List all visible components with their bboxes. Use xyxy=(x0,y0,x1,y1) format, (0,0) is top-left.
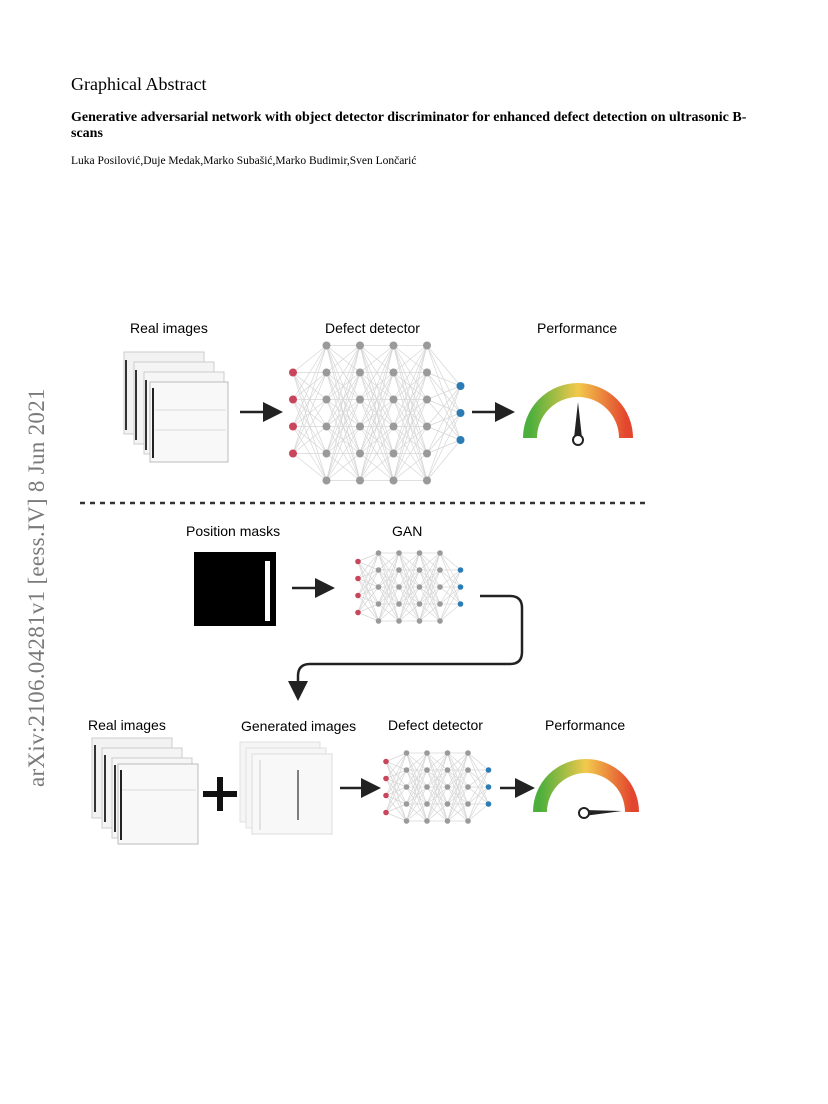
network-node xyxy=(390,477,398,485)
arxiv-stamp: arXiv:2106.04281v1 [eess.IV] 8 Jun 2021 xyxy=(24,388,49,787)
bottom-detector-network xyxy=(383,750,491,824)
network-node xyxy=(457,382,465,390)
network-node xyxy=(323,477,331,485)
network-node xyxy=(417,567,423,573)
network-node xyxy=(356,342,364,350)
network-node xyxy=(390,396,398,404)
plus-sign xyxy=(203,777,237,811)
network-node xyxy=(383,810,389,816)
position-masks-label: Position masks xyxy=(186,523,281,539)
network-node xyxy=(465,818,471,824)
paper-title: Generative adversarial network with object detector discriminator for enhanced defect detection on ultrasonic B-scans xyxy=(71,110,747,141)
bottom-performance-label: Performance xyxy=(545,717,626,733)
network-node xyxy=(355,593,361,599)
network-node xyxy=(445,784,451,790)
network-node xyxy=(423,423,431,431)
top-real-images-label: Real images xyxy=(130,320,208,336)
network-node xyxy=(417,601,423,607)
network-node xyxy=(355,610,361,616)
network-node xyxy=(465,750,471,756)
position-mask-image xyxy=(194,552,276,626)
bottom-real-scan-stack xyxy=(92,738,198,844)
network-node xyxy=(458,584,464,590)
network-node xyxy=(356,369,364,377)
network-node xyxy=(323,396,331,404)
network-node xyxy=(323,450,331,458)
author-list: Luka Posilović,Duje Medak,Marko Subašić,Marko Budimir,Sven Lončarić xyxy=(71,155,417,167)
network-node xyxy=(356,450,364,458)
network-node xyxy=(445,801,451,807)
network-node xyxy=(424,818,430,824)
network-node xyxy=(396,584,402,590)
top-detector-label: Defect detector xyxy=(325,320,420,336)
network-node xyxy=(445,767,451,773)
network-node xyxy=(404,750,410,756)
network-node xyxy=(423,342,431,350)
gan-output-arrow xyxy=(298,596,522,696)
network-node xyxy=(383,759,389,765)
gan-label: GAN xyxy=(392,523,423,539)
network-node xyxy=(323,423,331,431)
network-node xyxy=(437,601,443,607)
generated-images-label: Generated images xyxy=(241,718,357,734)
network-node xyxy=(465,784,471,790)
generated-scan-stack xyxy=(240,742,332,834)
network-node xyxy=(445,818,451,824)
network-node xyxy=(437,584,443,590)
network-node xyxy=(390,450,398,458)
network-node xyxy=(355,559,361,565)
network-node xyxy=(423,369,431,377)
network-node xyxy=(396,567,402,573)
network-node xyxy=(458,601,464,607)
network-node xyxy=(289,423,297,431)
network-node xyxy=(390,423,398,431)
network-node xyxy=(356,396,364,404)
gan-network xyxy=(355,550,463,624)
network-node xyxy=(417,550,423,556)
network-node xyxy=(424,750,430,756)
network-node xyxy=(396,601,402,607)
network-node xyxy=(465,767,471,773)
bottom-performance-gauge xyxy=(540,766,632,818)
network-node xyxy=(390,342,398,350)
network-node xyxy=(396,550,402,556)
network-node xyxy=(465,801,471,807)
network-node xyxy=(423,450,431,458)
top-performance-label: Performance xyxy=(537,320,618,336)
network-node xyxy=(376,601,382,607)
network-node xyxy=(404,818,410,824)
network-node xyxy=(424,801,430,807)
network-node xyxy=(486,801,492,807)
network-node xyxy=(376,550,382,556)
bottom-detector-label: Defect detector xyxy=(388,717,483,733)
network-node xyxy=(404,784,410,790)
network-node xyxy=(289,396,297,404)
network-node xyxy=(445,750,451,756)
network-node xyxy=(486,767,492,773)
network-node xyxy=(323,369,331,377)
top-performance-gauge xyxy=(530,390,626,445)
network-node xyxy=(417,618,423,624)
network-node xyxy=(356,477,364,485)
network-node xyxy=(376,584,382,590)
network-node xyxy=(437,618,443,624)
network-node xyxy=(390,369,398,377)
network-node xyxy=(383,793,389,799)
network-node xyxy=(457,436,465,444)
network-node xyxy=(404,767,410,773)
network-node xyxy=(457,409,465,417)
network-node xyxy=(424,784,430,790)
network-node xyxy=(437,567,443,573)
network-node xyxy=(376,567,382,573)
top-detector-network xyxy=(289,342,465,485)
network-node xyxy=(356,423,364,431)
network-node xyxy=(424,767,430,773)
network-node xyxy=(437,550,443,556)
network-node xyxy=(458,567,464,573)
network-node xyxy=(423,477,431,485)
top-real-scan-stack xyxy=(124,352,228,462)
network-node xyxy=(423,396,431,404)
network-node xyxy=(383,776,389,782)
network-node xyxy=(289,369,297,377)
network-node xyxy=(486,784,492,790)
network-node xyxy=(323,342,331,350)
network-node xyxy=(355,576,361,582)
top-gauge-needle xyxy=(574,402,582,438)
network-node xyxy=(417,584,423,590)
bottom-real-images-label: Real images xyxy=(88,717,166,733)
network-node xyxy=(396,618,402,624)
network-node xyxy=(376,618,382,624)
network-node xyxy=(289,450,297,458)
graphical-abstract-heading: Graphical Abstract xyxy=(71,74,207,94)
network-node xyxy=(404,801,410,807)
